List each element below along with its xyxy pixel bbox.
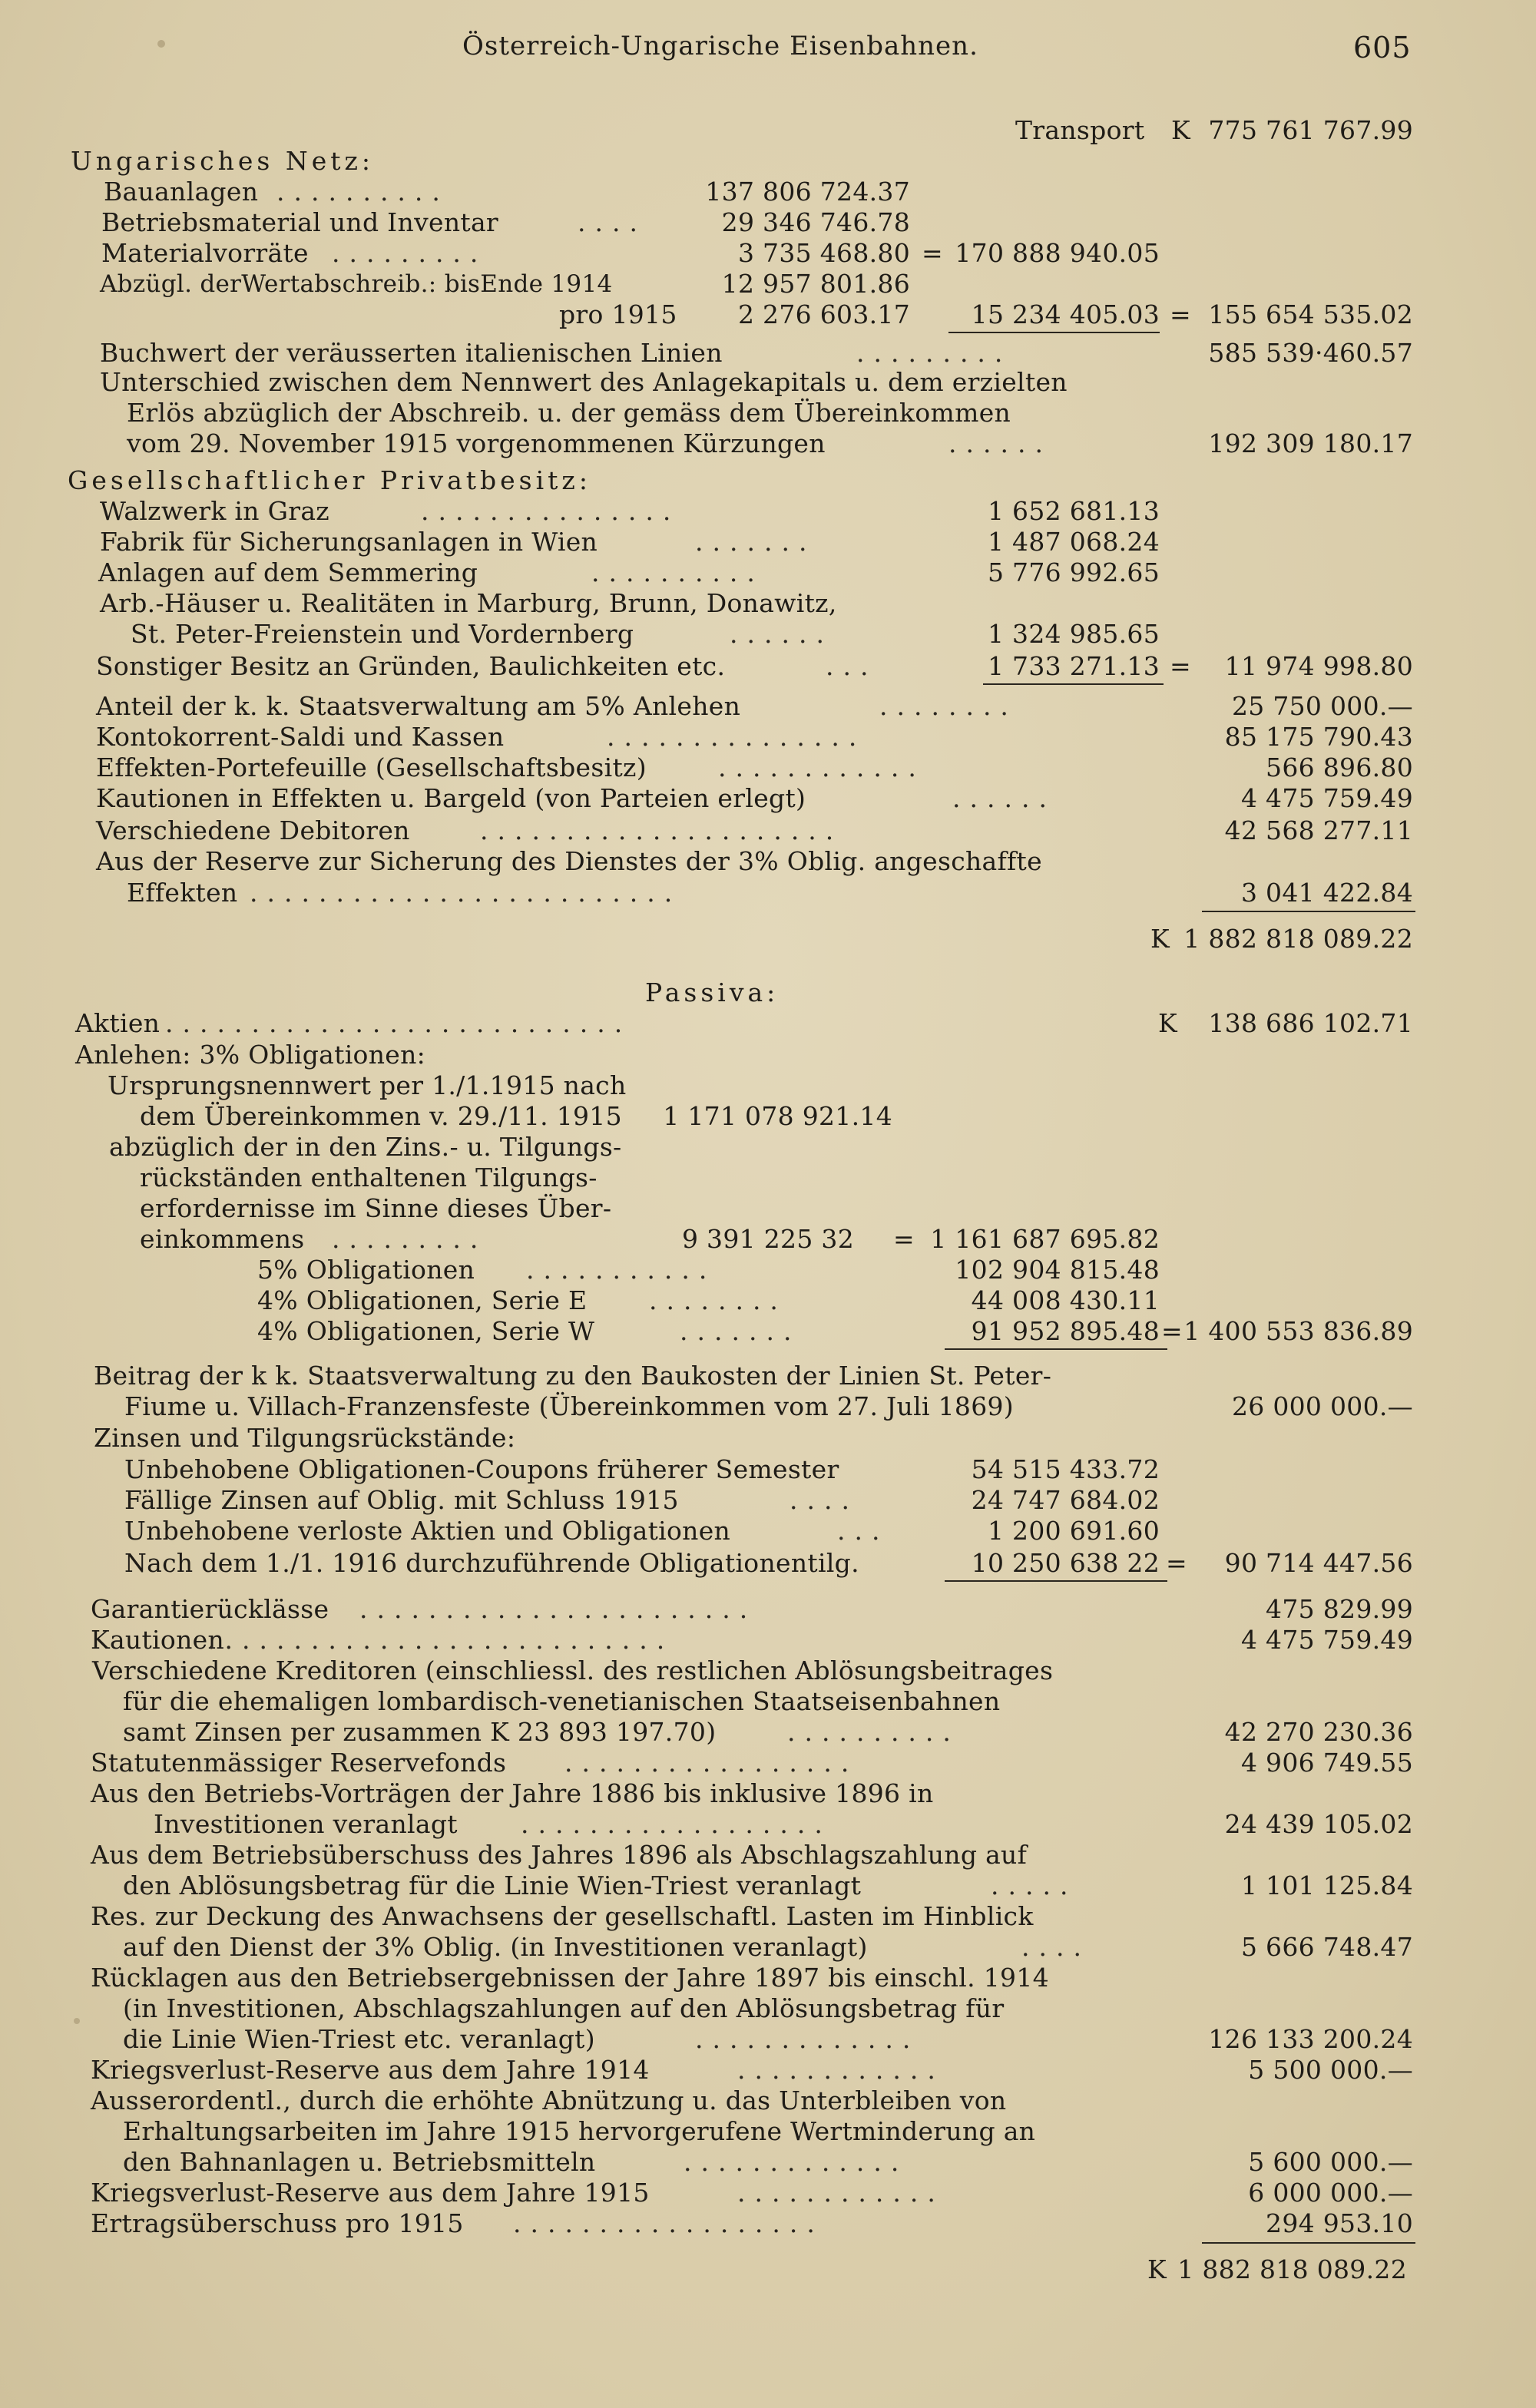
row-amount: 24 747 684.02 (971, 1485, 1160, 1515)
leader-dots: ....... (680, 1316, 801, 1346)
row-amount: 12 957 801.86 (721, 269, 910, 299)
row-label: dem Übereinkommen v. 29./11. 1915 (140, 1101, 622, 1131)
row-label: Materialvorräte (101, 238, 309, 268)
row-label: Abzügl. derWertabschreib.: bisEnde 1914 (100, 270, 613, 298)
leader-dots: ...... (952, 783, 1056, 813)
row-label: Fiume u. Villach-Franzensfeste (Übereinkommen vom 27. Juli 1869) (124, 1391, 1014, 1421)
leader-dots: ....... (695, 527, 816, 557)
leader-dots: .... (790, 1485, 859, 1515)
leader-dots: ............... (607, 722, 866, 752)
row-amount: 137 806 724.37 (705, 177, 910, 207)
paper-speck (74, 2018, 80, 2024)
row-label: rückständen enthaltenen Tilgungs- (140, 1163, 598, 1192)
leader-dots: ........... (526, 1255, 717, 1285)
row-label: Nach dem 1./1. 1916 durchzuführende Obligationentilg. (124, 1548, 859, 1578)
total-amount: 26 000 000.— (1231, 1391, 1413, 1421)
total-aktiva-amount: 1 882 818 089.22 (1183, 924, 1413, 954)
sum-rule (945, 1348, 1167, 1350)
transport-label: Transport (1015, 115, 1145, 145)
sum-rule (945, 1580, 1167, 1582)
row-label: Investitionen veranlagt (154, 1809, 458, 1839)
total-amount: 126 133 200.24 (1208, 2024, 1413, 2054)
row-label: die Linie Wien-Triest etc. veranlagt) (123, 2024, 595, 2054)
leader-dots: .......... (591, 557, 764, 587)
row-label: einkommens (140, 1224, 305, 1254)
row-label: Verschiedene Debitoren (96, 815, 410, 845)
row-label: Ursprungsnennwert per 1./1.1915 nach (108, 1070, 627, 1100)
equals-sign: = (1170, 651, 1191, 681)
leader-dots: .... (578, 207, 647, 237)
row-label: Anlagen auf dem Semmering (98, 557, 478, 587)
row-amount: 44 008 430.11 (971, 1285, 1160, 1315)
row-label: Unbehobene verloste Aktien und Obligationen (124, 1516, 731, 1546)
total-amount: 6 000 000.— (1248, 2178, 1413, 2208)
row-label: den Ablösungsbetrag für die Linie Wien-Triest veranlagt (123, 1871, 862, 1900)
total-amount: 85 175 790.43 (1224, 722, 1413, 752)
total-amount: 4 475 759.49 (1240, 783, 1413, 813)
row-amount: 9 391 225 32 (681, 1224, 854, 1254)
row-label: Statutenmässiger Reservefonds (91, 1748, 507, 1778)
row-amount: 1 171 078 921.14 (663, 1101, 892, 1131)
section-heading: Anlehen: 3% Obligationen: (75, 1040, 426, 1070)
row-label: Kriegsverlust-Reserve aus dem Jahre 1915 (91, 2178, 650, 2208)
row-label: Betriebsmaterial und Inventar (101, 207, 499, 237)
row-label: Aus den Betriebs-Vorträgen der Jahre 1886 bis inklusive 1896 in (91, 1778, 934, 1808)
row-label: Kontokorrent-Saldi und Kassen (96, 722, 505, 752)
row-label: Res. zur Deckung des Anwachsens der gesellschaftl. Lasten im Hinblick (91, 1901, 1034, 1931)
leader-dots: .... (1021, 1932, 1091, 1962)
passiva-heading: Passiva: (645, 977, 780, 1007)
row-label: Ertragsüberschuss pro 1915 (91, 2208, 464, 2238)
total-amount: 5 666 748.47 (1240, 1932, 1413, 1962)
leader-dots: ......................... (250, 878, 682, 908)
leader-dots: .......... (276, 177, 449, 207)
section-heading: Ungarisches Netz: (71, 146, 374, 176)
leader-dots: ...... (730, 619, 833, 649)
row-label: 4% Obligationen, Serie E (257, 1285, 588, 1315)
row-label: Fabrik für Sicherungsanlagen in Wien (100, 527, 598, 557)
total-amount: 11 974 998.80 (1224, 651, 1413, 681)
total-amount: 5 600 000.— (1248, 2147, 1413, 2177)
page-number: 605 (1353, 31, 1412, 64)
total-amount: 155 654 535.02 (1208, 299, 1413, 329)
row-label: 4% Obligationen, Serie W (257, 1316, 595, 1346)
total-amount: 138 686 102.71 (1208, 1008, 1413, 1038)
total-amount: 5 500 000.— (1248, 2055, 1413, 2085)
total-amount: 585 539·460.57 (1208, 338, 1413, 368)
row-label: Ausserordentl., durch die erhöhte Abnützung u. das Unterbleiben von (91, 2086, 1007, 2115)
leader-dots: ....................... (359, 1594, 757, 1624)
equals-sign: = (1166, 1548, 1187, 1578)
equals-sign: = (1161, 1316, 1183, 1346)
row-label: Garantierücklässe (91, 1594, 329, 1624)
row-label: Rücklagen aus den Betriebsergebnissen der Jahre 1897 bis einschl. 1914 (91, 1963, 1049, 1993)
row-amount: 1 324 985.65 (987, 619, 1160, 649)
row-label: 5% Obligationen (257, 1255, 475, 1285)
row-label: Erhaltungsarbeiten im Jahre 1915 hervorgerufene Wertminderung an (123, 2116, 1036, 2146)
row-label: Aus dem Betriebsüberschuss des Jahres 1896 als Abschlagszahlung auf (91, 1840, 1028, 1870)
leader-dots: ........ (649, 1285, 787, 1315)
sum-rule (948, 332, 1160, 333)
row-label: Erlös abzüglich der Abschreib. u. der gemäss dem Übereinkommen (127, 398, 1011, 428)
row-label: für die ehemaligen lombardisch-venetianischen Staatseisenbahnen (123, 1686, 1001, 1716)
row-amount: 2 276 603.17 (737, 299, 910, 329)
subtotal-amount: 170 888 940.05 (955, 238, 1160, 268)
sum-rule (1202, 911, 1415, 912)
leader-dots: ........ (879, 691, 1018, 721)
leader-dots: ..................... (480, 815, 843, 845)
row-amount: 54 515 433.72 (971, 1454, 1160, 1484)
row-label: auf den Dienst der 3% Oblig. (in Investitionen veranlagt) (123, 1932, 868, 1962)
total-amount: 25 750 000.— (1231, 691, 1413, 721)
leader-dots: ........................... (165, 1008, 632, 1038)
row-amount: 102 904 815.48 (955, 1255, 1160, 1285)
row-label: Buchwert der veräusserten italienischen Linien (100, 338, 723, 368)
total-amount: 294 953.10 (1266, 2208, 1413, 2238)
leader-dots: ... (837, 1516, 889, 1546)
row-amount: 1 652 681.13 (987, 496, 1160, 526)
row-label: Beitrag der k k. Staatsverwaltung zu den Baukosten der Linien St. Peter- (94, 1361, 1052, 1391)
row-label: Unterschied zwischen dem Nennwert des Anlagekapitals u. dem erzielten (100, 367, 1068, 397)
total-amount: 24 439 105.02 (1224, 1809, 1413, 1839)
total-amount: 475 829.99 (1266, 1594, 1413, 1624)
row-label: Unbehobene Obligationen-Coupons früherer Semester (124, 1454, 839, 1484)
row-amount: 29 346 746.78 (721, 207, 910, 237)
transport-currency: K (1171, 115, 1190, 145)
section-heading: Gesellschaftlicher Privatbesitz: (68, 465, 591, 495)
row-amount: 1 200 691.60 (987, 1516, 1160, 1546)
total-amount: 42 270 230.36 (1224, 1717, 1413, 1747)
section-heading: Zinsen und Tilgungsrückstände: (94, 1423, 516, 1453)
row-label: abzüglich der in den Zins.- u. Tilgungs- (109, 1132, 622, 1162)
row-amount: 3 735 468.80 (737, 238, 910, 268)
leader-dots: ..... (991, 1871, 1078, 1900)
leader-dots: ......... (332, 1224, 488, 1254)
total-amount: 90 714 447.56 (1224, 1548, 1413, 1578)
row-amount: 1 487 068.24 (987, 527, 1160, 557)
leader-dots: ............ (737, 2055, 945, 2085)
row-label: Verschiedene Kreditoren (einschliessl. des restlichen Ablösungsbeitrages (92, 1656, 1054, 1685)
leader-dots: ......... (856, 338, 1012, 368)
row-label: Anteil der k. k. Staatsverwaltung am 5% Anlehen (96, 691, 741, 721)
row-label: Aktien (75, 1008, 161, 1038)
leader-dots: ............. (695, 2024, 920, 2054)
total-amount: 1 400 553 836.89 (1183, 1316, 1413, 1346)
row-label: Kautionen (91, 1625, 225, 1655)
leader-dots: ............... (421, 496, 680, 526)
sum-rule (983, 683, 1164, 685)
row-label: Kautionen in Effekten u. Bargeld (von Parteien erlegt) (96, 783, 806, 813)
leader-dots: .................. (513, 2208, 824, 2238)
total-amount: 4 475 759.49 (1240, 1625, 1413, 1655)
row-label: Effekten-Portefeuille (Gesellschaftsbesitz) (96, 752, 647, 782)
row-currency: K (1158, 1008, 1177, 1038)
total-amount: 1 101 125.84 (1240, 1871, 1413, 1900)
leader-dots: ... (826, 651, 878, 681)
row-amount: 10 250 638 22 (971, 1548, 1160, 1578)
row-label: erfordernisse im Sinne dieses Über- (140, 1193, 612, 1223)
total-amount: 566 896.80 (1266, 752, 1413, 782)
row-label: Walzwerk in Graz (100, 496, 329, 526)
leader-dots: ................. (564, 1748, 859, 1778)
row-label: samt Zinsen per zusammen K 23 893 197.70) (123, 1717, 717, 1747)
row-label: Kriegsverlust-Reserve aus dem Jahre 1914 (91, 2055, 650, 2085)
row-label: Effekten (127, 878, 238, 908)
total-currency: K (1150, 924, 1170, 954)
row-label: St. Peter-Freienstein und Vordernberg (131, 619, 634, 649)
leader-dots: ........................... (207, 1625, 674, 1655)
row-label: (in Investitionen, Abschlagszahlungen auf den Ablösungsbetrag für (123, 1993, 1005, 2023)
row-label: vom 29. November 1915 vorgenommenen Kürzungen (127, 428, 826, 458)
row-label: Fällige Zinsen auf Oblig. mit Schluss 1915 (124, 1485, 679, 1515)
leader-dots: ............ (718, 752, 925, 782)
running-title: Österreich-Ungarische Eisenbahnen. (462, 31, 978, 61)
leader-dots: .......... (787, 1717, 960, 1747)
row-label: Arb.-Häuser u. Realitäten in Marburg, Brunn, Donawitz, (100, 588, 837, 618)
row-label: den Bahnanlagen u. Betriebsmitteln (123, 2147, 596, 2177)
total-passiva-amount: 1 882 818 089.22 (1177, 2254, 1407, 2284)
leader-dots: .................. (521, 1809, 832, 1839)
leader-dots: ............ (737, 2178, 945, 2208)
leader-dots: ......... (332, 238, 488, 268)
equals-sign: = (922, 238, 943, 268)
subtotal-amount: 15 234 405.03 (971, 299, 1160, 329)
equals-sign: = (1170, 299, 1191, 329)
leader-dots: ............. (684, 2147, 909, 2177)
row-amount: 5 776 992.65 (987, 557, 1160, 587)
leader-dots: ...... (948, 428, 1052, 458)
row-amount: 1 733 271.13 (987, 651, 1160, 681)
sum-rule (1202, 2242, 1415, 2244)
row-amount: 1 161 687 695.82 (930, 1224, 1160, 1254)
row-label: Aus der Reserve zur Sicherung des Dienstes der 3% Oblig. angeschaffte (96, 846, 1042, 876)
row-label: Sonstiger Besitz an Gründen, Baulichkeiten etc. (96, 651, 726, 681)
total-amount: 192 309 180.17 (1208, 428, 1413, 458)
total-currency: K (1147, 2254, 1167, 2284)
total-amount: 4 906 749.55 (1240, 1748, 1413, 1778)
paper-speck (157, 40, 165, 48)
row-label: pro 1915 (559, 299, 677, 329)
equals-sign: = (893, 1224, 915, 1254)
total-amount: 42 568 277.11 (1224, 815, 1413, 845)
total-amount: 3 041 422.84 (1240, 878, 1413, 908)
row-label: Bauanlagen (104, 177, 259, 207)
row-amount: 91 952 895.48 (971, 1316, 1160, 1346)
transport-amount: 775 761 767.99 (1208, 115, 1413, 145)
